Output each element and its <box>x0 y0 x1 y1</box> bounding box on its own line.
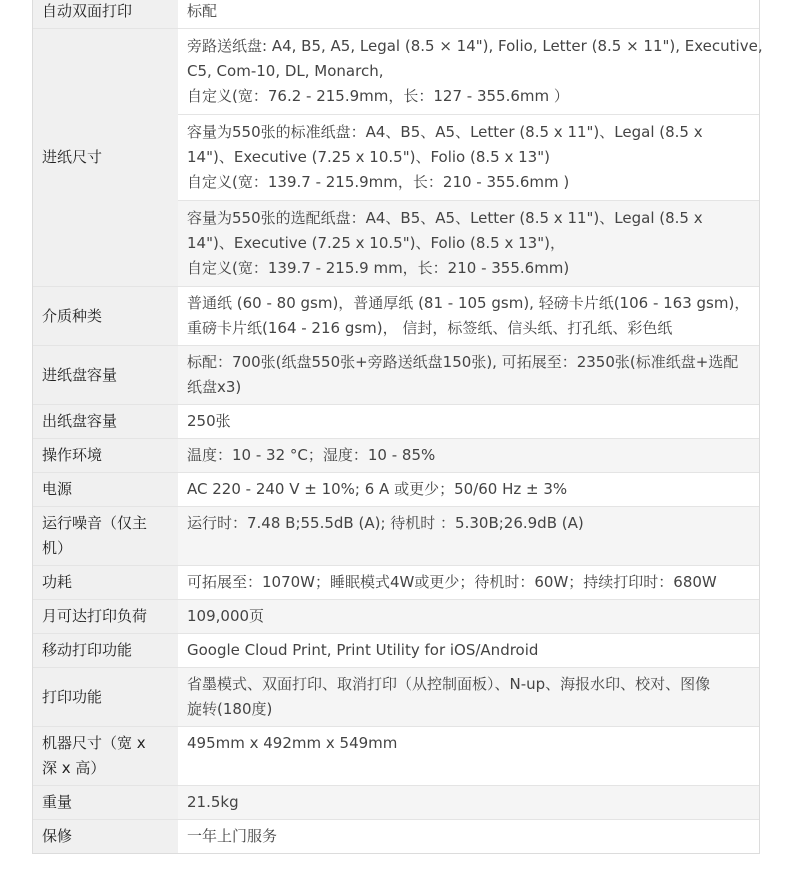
table-row <box>33 668 759 727</box>
table-row <box>33 0 759 29</box>
row-label: 进纸尺寸 <box>33 29 178 287</box>
row-label: 保修 <box>33 820 178 854</box>
value-line: 容量为550张的标准纸盘：A4、B5、A5、Letter (8.5 x 11")、Legal (8.5 x <box>187 123 703 141</box>
table-row <box>33 507 759 566</box>
value-line: 普通纸 (60 - 80 gsm)，普通厚纸 (81 - 105 gsm), 轻磅卡片纸(106 - 163 gsm)， <box>187 294 750 312</box>
row-label: 进纸盘容量 <box>33 346 178 405</box>
row-label: 自动双面打印 <box>33 0 178 29</box>
row-value <box>178 507 759 566</box>
table-row <box>33 786 759 820</box>
label-line: 深 x 高） <box>42 759 106 777</box>
value-line: 自定义(宽：139.7 - 215.9 mm，长：210 - 355.6mm) <box>187 259 570 277</box>
row-value <box>178 29 763 115</box>
value-line: 旋转(180度) <box>187 700 273 718</box>
row-label: 出纸盘容量 <box>33 405 178 439</box>
value-line: 温度：10 - 32 °C；湿度：10 - 85% <box>187 446 436 464</box>
value-line: 14")、Executive (7.25 x 10.5")、Folio (8.5 x 13") <box>187 148 550 166</box>
row-value <box>178 634 759 668</box>
row-value <box>178 287 759 346</box>
label-line: 运行噪音（仅主 <box>42 514 148 532</box>
row-label: 电源 <box>33 473 178 507</box>
label-line: 机） <box>42 539 73 557</box>
spec-table <box>33 0 763 853</box>
value-line: 可拓展至：1070W；睡眠模式4W或更少；待机时：60W；持续打印时：680W <box>187 573 717 591</box>
value-line: 运行时：7.48 B;55.5dB (A); 待机时 ：5.30B;26.9dB (A) <box>187 514 584 532</box>
spec-table-container <box>32 0 763 854</box>
row-value <box>178 566 759 600</box>
table-row <box>33 29 759 115</box>
value-line: 省墨模式、双面打印、取消打印（从控制面板）、N-up、海报水印、校对、图像 <box>187 675 711 693</box>
value-line: 旁路送纸盘: A4, B5, A5, Legal (8.5 × 14"), Folio, Letter (8.5 × 11"), Executive, <box>187 37 763 55</box>
table-row <box>33 727 759 786</box>
value-line: 重磅卡片纸(164 - 216 gsm)， 信封，标签纸、信头纸、打孔纸、彩色纸 <box>187 319 673 337</box>
label-line: 机器尺寸（宽 x <box>42 734 146 752</box>
table-row <box>33 820 759 854</box>
value-line: Google Cloud Print, Print Utility for iOS/Android <box>187 641 539 659</box>
table-row <box>33 346 759 405</box>
value-line: 250张 <box>187 412 231 430</box>
table-row <box>33 600 759 634</box>
table-row <box>33 287 759 346</box>
value-line: 21.5kg <box>187 793 239 811</box>
value-line: 标配：700张(纸盘550张+旁路送纸盘150张), 可拓展至：2350张(标准纸盘+选配 <box>187 353 739 371</box>
value-line: AC 220 - 240 V ± 10%; 6 A 或更少；50/60 Hz ± 3% <box>187 480 568 498</box>
row-value <box>178 668 759 727</box>
table-row <box>33 566 759 600</box>
row-label: 重量 <box>33 786 178 820</box>
row-label <box>33 727 178 786</box>
table-row <box>33 405 759 439</box>
row-value <box>178 600 759 634</box>
value-line: 一年上门服务 <box>187 827 278 845</box>
row-label: 功耗 <box>33 566 178 600</box>
row-label: 月可达打印负荷 <box>33 600 178 634</box>
row-value <box>178 820 759 854</box>
value-line: 纸盘x3) <box>187 378 242 396</box>
row-value <box>178 346 759 405</box>
row-label: 打印功能 <box>33 668 178 727</box>
row-label: 移动打印功能 <box>33 634 178 668</box>
row-label <box>33 507 178 566</box>
row-value <box>178 439 759 473</box>
value-line: C5, Com-10, DL, Monarch, <box>187 62 384 80</box>
row-value <box>178 201 759 287</box>
row-label: 介质种类 <box>33 287 178 346</box>
row-label: 操作环境 <box>33 439 178 473</box>
value-line: 14")、Executive (7.25 x 10.5")、Folio (8.5 x 13")， <box>187 234 565 252</box>
row-value <box>178 473 759 507</box>
table-row <box>33 634 759 668</box>
value-line: 自定义(宽：139.7 - 215.9mm，长：210 - 355.6mm ) <box>187 173 570 191</box>
value-line: 109,000页 <box>187 607 265 625</box>
value-line: 容量为550张的选配纸盘：A4、B5、A5、Letter (8.5 x 11")、Legal (8.5 x <box>187 209 703 227</box>
value-line: 标配 <box>187 2 218 20</box>
row-value <box>178 405 759 439</box>
table-row <box>33 473 759 507</box>
row-value <box>178 115 759 201</box>
value-line: 自定义(宽：76.2 - 215.9mm，长：127 - 355.6mm ） <box>187 87 569 105</box>
row-value <box>178 786 759 820</box>
row-value <box>178 0 759 29</box>
value-line: 495mm x 492mm x 549mm <box>187 734 398 752</box>
table-row <box>33 439 759 473</box>
row-value <box>178 727 759 786</box>
